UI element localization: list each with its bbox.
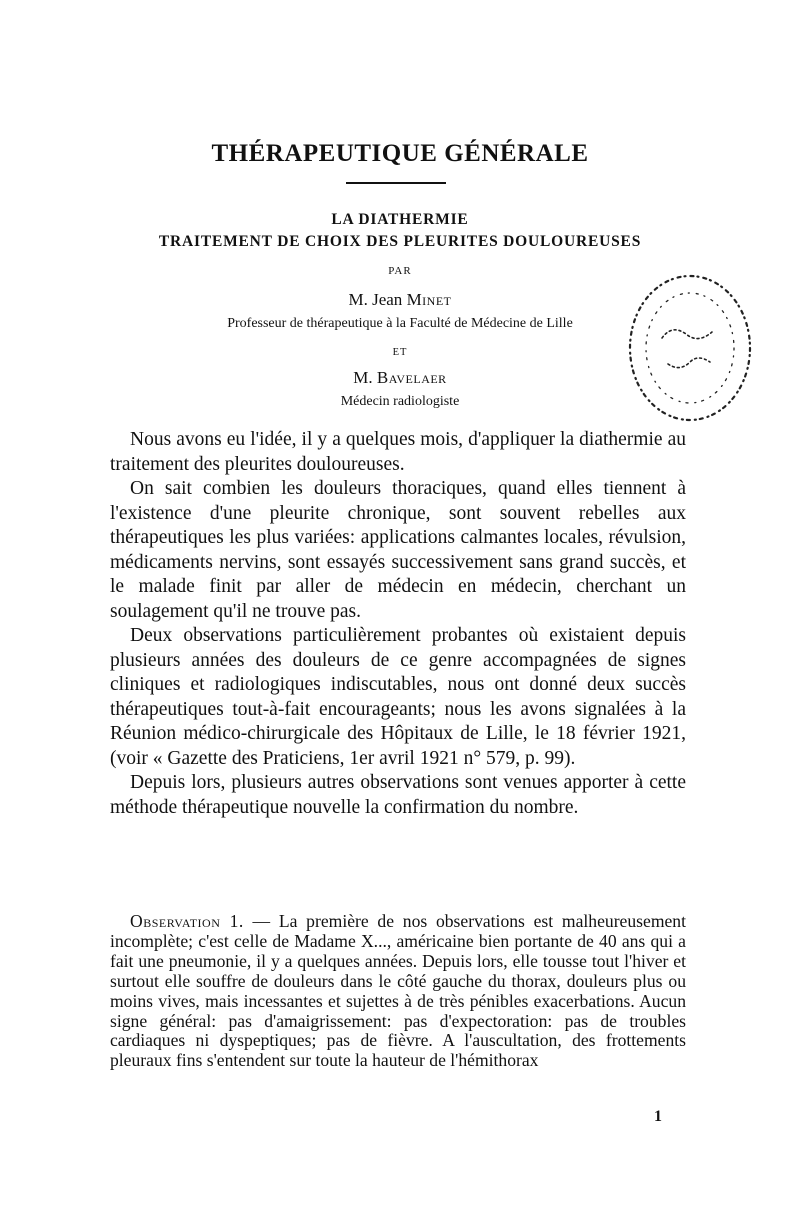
intro-text bbox=[110, 428, 686, 820]
observation-text: — La première de nos observations est malheureusement incomplète; c'est celle de Madame X..., américaine bien portante de 40 ans qui a fait une pneumonie, il y a quelques années. Depuis lors, elle tousse tout l'hiver et surtout elle souffre de douleurs dans le côté gauche du thorax, douleurs plus ou moins vives, mais incessantes et sujettes à de très pénibles exacerbations. Aucun signe général: pas d'amaigrissement: pas d'expectoration: pas de troubles cardiaques ni dyspeptiques; pas de fièvre. A l'auscultation, des frottements pleuraux fins s'entendent sur toute la hauteur de l'hémithorax bbox=[110, 911, 686, 1071]
paragraph: Deux observations particulièrement probantes où existaient depuis plusieurs années des douleurs de ce genre accompagnées de signes cliniques et radiologiques indiscutables, nous ont donné deux succès thérapeutiques tout-à-fait encourageants; nous les avons signalées à la Réunion médico-chirurgicale des Hôpitaux de Lille, le 18 février 1921, (voir « Gazette des Praticiens, 1er avril 1921 n° 579, p. 99). bbox=[110, 625, 686, 769]
observation-section bbox=[110, 912, 686, 1071]
observation-label: Observation 1. bbox=[130, 911, 244, 931]
author-2-affiliation: Médecin radiologiste bbox=[340, 394, 460, 409]
article-title-line-1: LA DIATHERMIE bbox=[331, 211, 469, 228]
page-number: 1 bbox=[654, 1108, 662, 1125]
author-1-prefix: M. Jean bbox=[348, 290, 407, 309]
library-stamp bbox=[618, 268, 766, 428]
et-label: ET bbox=[392, 347, 408, 358]
paragraph: On sait combien les douleurs thoraciques, quand elles tiennent à l'existence d'une pleurite chronique, sont souvent rebelles aux thérapeutiques les plus variées: applications calmantes locales, révulsion, médicaments nervins, sont essayés successivement sans grand succès, et le malade finit par aller de médecin en médecin, cherchant un soulagement qu'il ne trouve pas. bbox=[110, 478, 686, 622]
paragraph: Depuis lors, plusieurs autres observations sont venues apporter à cette méthode thérapeutique nouvelle la confirmation du nombre. bbox=[110, 772, 686, 818]
par-label: PAR bbox=[388, 265, 412, 277]
author-2-name: Bavelaer bbox=[376, 368, 447, 387]
author-1-name: Minet bbox=[406, 290, 452, 309]
observation-paragraph bbox=[110, 912, 686, 1071]
title-divider bbox=[346, 182, 446, 184]
author-2-prefix: M. bbox=[353, 368, 377, 387]
paragraph: Nous avons eu l'idée, il y a quelques mois, d'appliquer la diathermie au traitement des pleurites douloureuses. bbox=[110, 429, 686, 475]
author-1-affiliation: Professeur de thérapeutique à la Faculté de Médecine de Lille bbox=[227, 316, 573, 331]
article-title-line-2: TRAITEMENT DE CHOIX DES PLEURITES DOULOUREUSES bbox=[158, 233, 642, 250]
section-title: THÉRAPEUTIQUE GÉNÉRALE bbox=[211, 140, 589, 167]
